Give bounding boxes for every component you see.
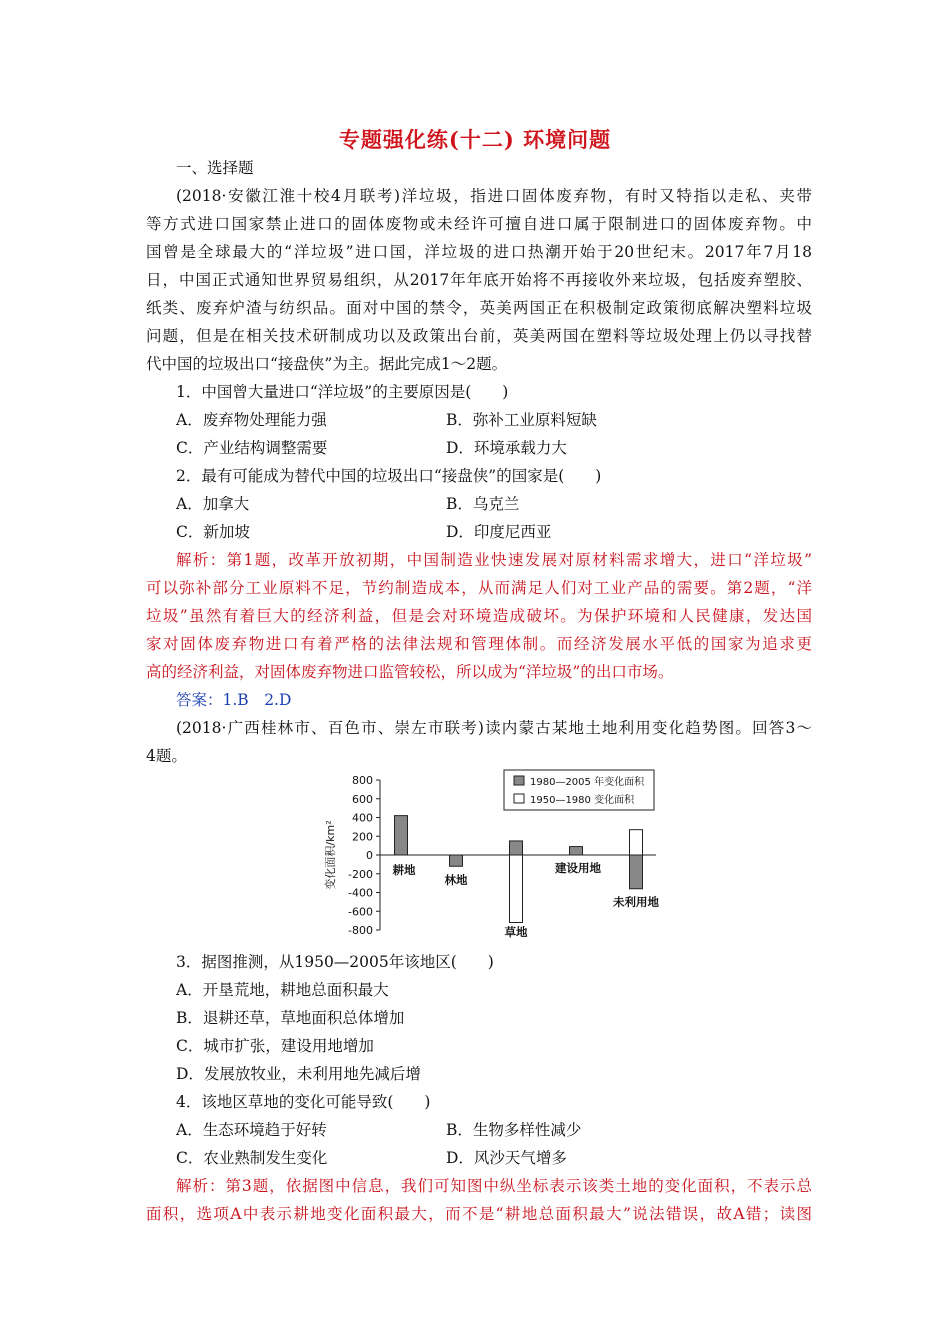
question-4-option-d: D．风沙天气增多 bbox=[446, 1149, 567, 1167]
analysis-1-line: 高的经济利益，对固体废弃物进口监管较松，所以成为“洋垃圾”的出口市场。 bbox=[146, 663, 674, 681]
question-4-option-b: B．生物多样性减少 bbox=[446, 1121, 582, 1139]
question-1-stem: 1．中国曾大量进口“洋垃圾”的主要原因是( ) bbox=[176, 383, 509, 401]
passage1-line: 纸类、废弃炉渣与纺织品。面对中国的禁令，英美两国正在积极制定政策彻底解决塑料垃圾 bbox=[146, 299, 812, 317]
analysis-1-line: 垃圾”虽然有着巨大的经济利益，但是会对环境造成破坏。为保护环境和人民健康，发达国 bbox=[146, 607, 812, 625]
question-2-option-a: A．加拿大 bbox=[176, 495, 250, 513]
passage1-line: 问题，但是在相关技术研制成功以及政策出台前，英美两国在塑料等垃圾处理上仍以寻找替 bbox=[146, 327, 812, 345]
category-label: 建设用地 bbox=[555, 861, 601, 875]
question-4-option-c: C．农业熟制发生变化 bbox=[176, 1149, 328, 1167]
y-tick-label: 0 bbox=[366, 849, 373, 862]
passage1-line: 国曾是全球最大的“洋垃圾”进口国，洋垃圾的进口热潮开始于20世纪末。2017年7月18 bbox=[146, 243, 812, 261]
analysis-2-line: 面积，选项A中表示耕地变化面积最大，而不是“耕地总面积最大”说法错误，故A错；读图 bbox=[146, 1205, 812, 1223]
section-heading: 一、选择题 bbox=[176, 159, 254, 177]
y-tick-label: -800 bbox=[348, 924, 373, 937]
y-tick-label: 600 bbox=[352, 792, 373, 806]
legend-label: 1950—1980 变化面积 bbox=[530, 795, 635, 806]
passage1-line: (2018·安徽江淮十校4月联考)洋垃圾，指进口固体废弃物，有时又特指以走私、夹带 bbox=[176, 187, 812, 205]
y-tick-label: -200 bbox=[348, 867, 373, 881]
category-label: 林地 bbox=[444, 873, 468, 887]
analysis-2-line: 解析：第3题，依据图中信息，我们可知图中纵坐标表示该类土地的变化面积，不表示总 bbox=[176, 1177, 812, 1195]
chart-bars bbox=[392, 816, 643, 923]
question-1-option-c: C．产业结构调整需要 bbox=[176, 439, 328, 457]
bar-1980-2005 bbox=[450, 855, 463, 866]
chart-legend bbox=[504, 770, 654, 810]
bar-1950-1980 bbox=[630, 830, 643, 855]
question-3-stem: 3．据图推测，从1950—2005年该地区( ) bbox=[176, 953, 494, 971]
bar-1980-2005 bbox=[570, 847, 583, 855]
category-label: 未利用地 bbox=[613, 895, 659, 909]
land-use-change-chart bbox=[318, 766, 678, 946]
analysis-1-line: 解析：第1题，改革开放初期，中国制造业快速发展对原材料需求增大，进口“洋垃圾” bbox=[176, 551, 812, 569]
analysis-label: 解析 bbox=[176, 551, 210, 569]
y-tick-label: 200 bbox=[352, 830, 373, 844]
question-3-option-c: C．城市扩张，建设用地增加 bbox=[176, 1037, 374, 1055]
y-tick-label: -600 bbox=[348, 905, 373, 919]
y-tick-label: 800 bbox=[352, 774, 373, 787]
passage1-line: 日，中国正式通知世界贸易组织，从2017年年底开始将不再接收外来垃圾，包括废弃塑胶、 bbox=[146, 271, 812, 289]
question-3-option-d: D．发展放牧业，未利用地先减后增 bbox=[176, 1065, 421, 1083]
answer-1: 答案：1.B 2.D bbox=[176, 691, 292, 709]
question-2-option-b: B．乌克兰 bbox=[446, 495, 520, 513]
passage2-line: 4题。 bbox=[146, 747, 187, 765]
passage1-line: 代中国的垃圾出口“接盘侠”为主。据此完成1～2题。 bbox=[146, 355, 508, 373]
y-axis-label: 变化面积/km² bbox=[324, 820, 337, 890]
question-3-option-b: B．退耕还草，草地面积总体增加 bbox=[176, 1009, 405, 1027]
question-1-option-a: A．废弃物处理能力强 bbox=[176, 411, 327, 429]
bar-1980-2005 bbox=[630, 855, 643, 889]
legend-swatch-1980-2005 bbox=[514, 776, 524, 785]
question-3-option-a: A．开垦荒地，耕地总面积最大 bbox=[176, 981, 389, 999]
question-2-option-d: D．印度尼西亚 bbox=[446, 523, 552, 541]
question-2-option-c: C．新加坡 bbox=[176, 523, 250, 541]
bar-1980-2005 bbox=[395, 816, 408, 855]
answer-label: 答案 bbox=[176, 691, 208, 709]
question-1-option-b: B．弥补工业原料短缺 bbox=[446, 411, 597, 429]
analysis-label: 解析 bbox=[176, 1177, 209, 1195]
question-1-option-d: D．环境承载力大 bbox=[446, 439, 567, 457]
question-2-stem: 2．最有可能成为替代中国的垃圾出口“接盘侠”的国家是( ) bbox=[176, 467, 602, 485]
question-4-option-a: A．生态环境趋于好转 bbox=[176, 1121, 327, 1139]
analysis-1-line: 可以弥补部分工业原料不足，节约制造成本，从而满足人们对工业产品的需要。第2题，“洋 bbox=[146, 579, 812, 597]
legend-label: 1980—2005 年变化面积 bbox=[530, 777, 645, 788]
question-4-stem: 4．该地区草地的变化可能导致( ) bbox=[176, 1093, 431, 1111]
analysis-1-line: 家对固体废弃物进口有着严格的法律法规和管理体制。而经济发展水平低的国家为追求更 bbox=[146, 635, 812, 653]
category-label: 耕地 bbox=[392, 863, 416, 877]
legend-swatch-1950-1980 bbox=[514, 794, 524, 803]
y-tick-label: 400 bbox=[352, 811, 373, 825]
page-title: 专题强化练(十二) 环境问题 bbox=[338, 127, 612, 152]
passage2-line: (2018·广西桂林市、百色市、崇左市联考)读内蒙古某地土地利用变化趋势图。回答3～ bbox=[176, 719, 812, 737]
passage1-line: 等方式进口国家禁止进口的固体废物或未经许可擅自进口属于限制进口的固体废弃物。中 bbox=[146, 215, 812, 233]
bar-1950-1980 bbox=[510, 855, 523, 923]
y-tick-label: -400 bbox=[348, 886, 373, 900]
bar-1980-2005 bbox=[510, 841, 523, 855]
chart-category-labels bbox=[393, 861, 660, 939]
category-label: 草地 bbox=[504, 925, 528, 939]
